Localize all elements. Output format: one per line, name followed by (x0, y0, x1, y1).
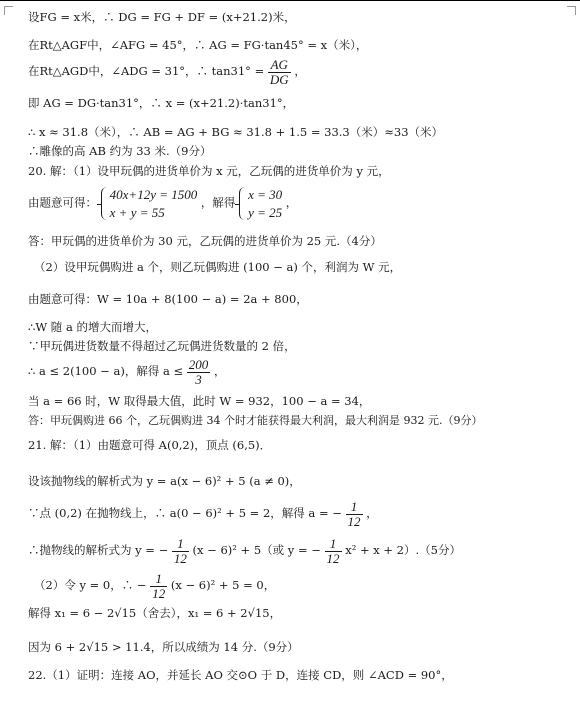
problem-20-heading: 20. 解：（1）设甲玩偶的进货单价为 x 元，乙玩偶的进货单价为 y 元， (28, 164, 390, 178)
set-y-zero-line (34, 572, 570, 602)
equation-system (101, 186, 198, 221)
solution-x: x = 30 (248, 187, 283, 202)
expression-text: ∴抛物线的解析式为 y = − (28, 543, 169, 558)
max-value-line: 当 a = 66 时，W 取得最大值，此时 W = 932，100 − a = 34， (28, 394, 371, 408)
equation-system-line (28, 186, 570, 226)
problem-22-heading: 22.（1）证明：连接 AO，并延长 AO 交⊙O 于 D，连接 CD，则 ∠ACD = 90°， (28, 668, 453, 682)
expression-end: x² + x + 2）.（5分） (345, 543, 461, 558)
coefficient-fraction-2 (325, 537, 342, 565)
solution-line-1: 设FG = x米，∴ DG = FG + DF = (x+21.2)米， (28, 10, 296, 24)
system-end: ， (285, 195, 298, 210)
fraction-denominator: 12 (347, 513, 361, 529)
solution-y: y = 25 (248, 204, 283, 220)
solution-line-2: 在Rt△AGF中，∠AFG = 45°，∴ AG = FG·tan45° = x（米）， (28, 38, 368, 52)
solution-line-6: ∴雕像的高 AB 约为 33 米.（9分） (28, 144, 212, 158)
profit-equation: 由题意可得：W = 10a + 8(100 − a) = 2a + 800， (28, 292, 308, 306)
coefficient-fraction-3 (150, 572, 167, 600)
monotonic-statement: ∴W 随 a 的增大而增大， (28, 320, 157, 334)
fraction-numerator: 200 (188, 357, 209, 372)
problem-21-heading: 21. 解：（1）由题意可得 A(0,2)，顶点 (6,5)． (28, 438, 272, 452)
fraction-numerator: 1 (346, 500, 363, 515)
fraction-numerator: 1 (150, 572, 167, 587)
solution-system (239, 186, 282, 221)
answer-20-part-1: 答：甲玩偶的进货单价为 30 元，乙玩偶的进货单价为 25 元.（4分） (28, 234, 382, 248)
answer-20-part-2: 答：甲玩偶购进 66 个，乙玩偶购进 34 个时才能获得最大利润，最大利润是 932 元.（9分） (28, 414, 483, 427)
system-intro: 由题意可得： (28, 195, 97, 210)
a-fraction (346, 500, 363, 528)
inequality-line (28, 358, 570, 390)
equation-1: 40x+12y = 1500 (109, 187, 198, 202)
corner-mark-left (4, 6, 13, 15)
solve-text: ，解得 (200, 195, 236, 210)
fraction-numerator: 1 (325, 537, 342, 552)
inequality-end: ， (213, 364, 226, 379)
bound-fraction (187, 358, 211, 386)
solution-line-4: 即 AG = DG·tan31°，∴ x = (x+21.2)·tan31°， (28, 96, 295, 110)
solution-line-3 (28, 58, 570, 88)
fraction-denominator: 3 (195, 371, 202, 387)
problem-20-part-2: （2）设甲玩偶购进 a 个，则乙玩偶购进 (100 − a) 个，利润为 W 元， (34, 260, 402, 274)
solve-a-line (28, 500, 570, 530)
line-3-text: 在Rt△AGD中，∠ADG = 31°，∴ tan31° = (28, 64, 265, 79)
equation-2: x + y = 55 (109, 204, 165, 220)
solve-a-end: ， (366, 506, 378, 521)
fraction-denominator: 12 (152, 585, 166, 601)
constraint-statement: ∵甲玩偶进货数量不得超过乙玩偶进货数量的 2 倍， (28, 339, 296, 353)
inequality-text: ∴ a ≤ 2(100 − a)，解得 a ≤ (28, 364, 184, 379)
parabola-expression-line (28, 537, 570, 567)
parabola-form: 设该抛物线的解析式为 y = a(x − 6)² + 5 (a ≠ 0)， (28, 474, 301, 488)
fraction-denominator: DG (269, 71, 289, 87)
expression-middle: (x − 6)² + 5（或 y = − (192, 543, 321, 558)
left-brace (239, 187, 246, 220)
solve-a-text: ∵点 (0,2) 在抛物线上，∴ a(0 − 6)² + 5 = 2，解得 a = − (28, 506, 342, 521)
fraction-numerator: 1 (172, 537, 189, 552)
fraction-denominator: 12 (173, 550, 187, 566)
line-3-end: ， (294, 64, 306, 79)
left-brace (101, 187, 108, 220)
fraction-denominator: 12 (326, 550, 340, 566)
coefficient-fraction-1 (172, 537, 189, 565)
roots-line: 解得 x₁ = 6 − 2√15（舍去），x₁ = 6 + 2√15， (28, 606, 282, 620)
solution-line-5: ∴ x ≈ 31.8（米），∴ AB = AG + BG ≈ 31.8 + 1.5 = 33.3（米）≈33（米） (28, 125, 444, 139)
fraction-numerator: AG (268, 58, 291, 73)
conclusion-21: 因为 6 + 2√15 > 11.4，所以成绩为 14 分.（9分） (28, 640, 299, 654)
set-y-end: (x − 6)² + 5 = 0， (170, 578, 276, 593)
set-y-text: （2）令 y = 0，∴ − (34, 578, 147, 593)
tan31-fraction (268, 58, 291, 86)
top-border (0, 0, 580, 1)
